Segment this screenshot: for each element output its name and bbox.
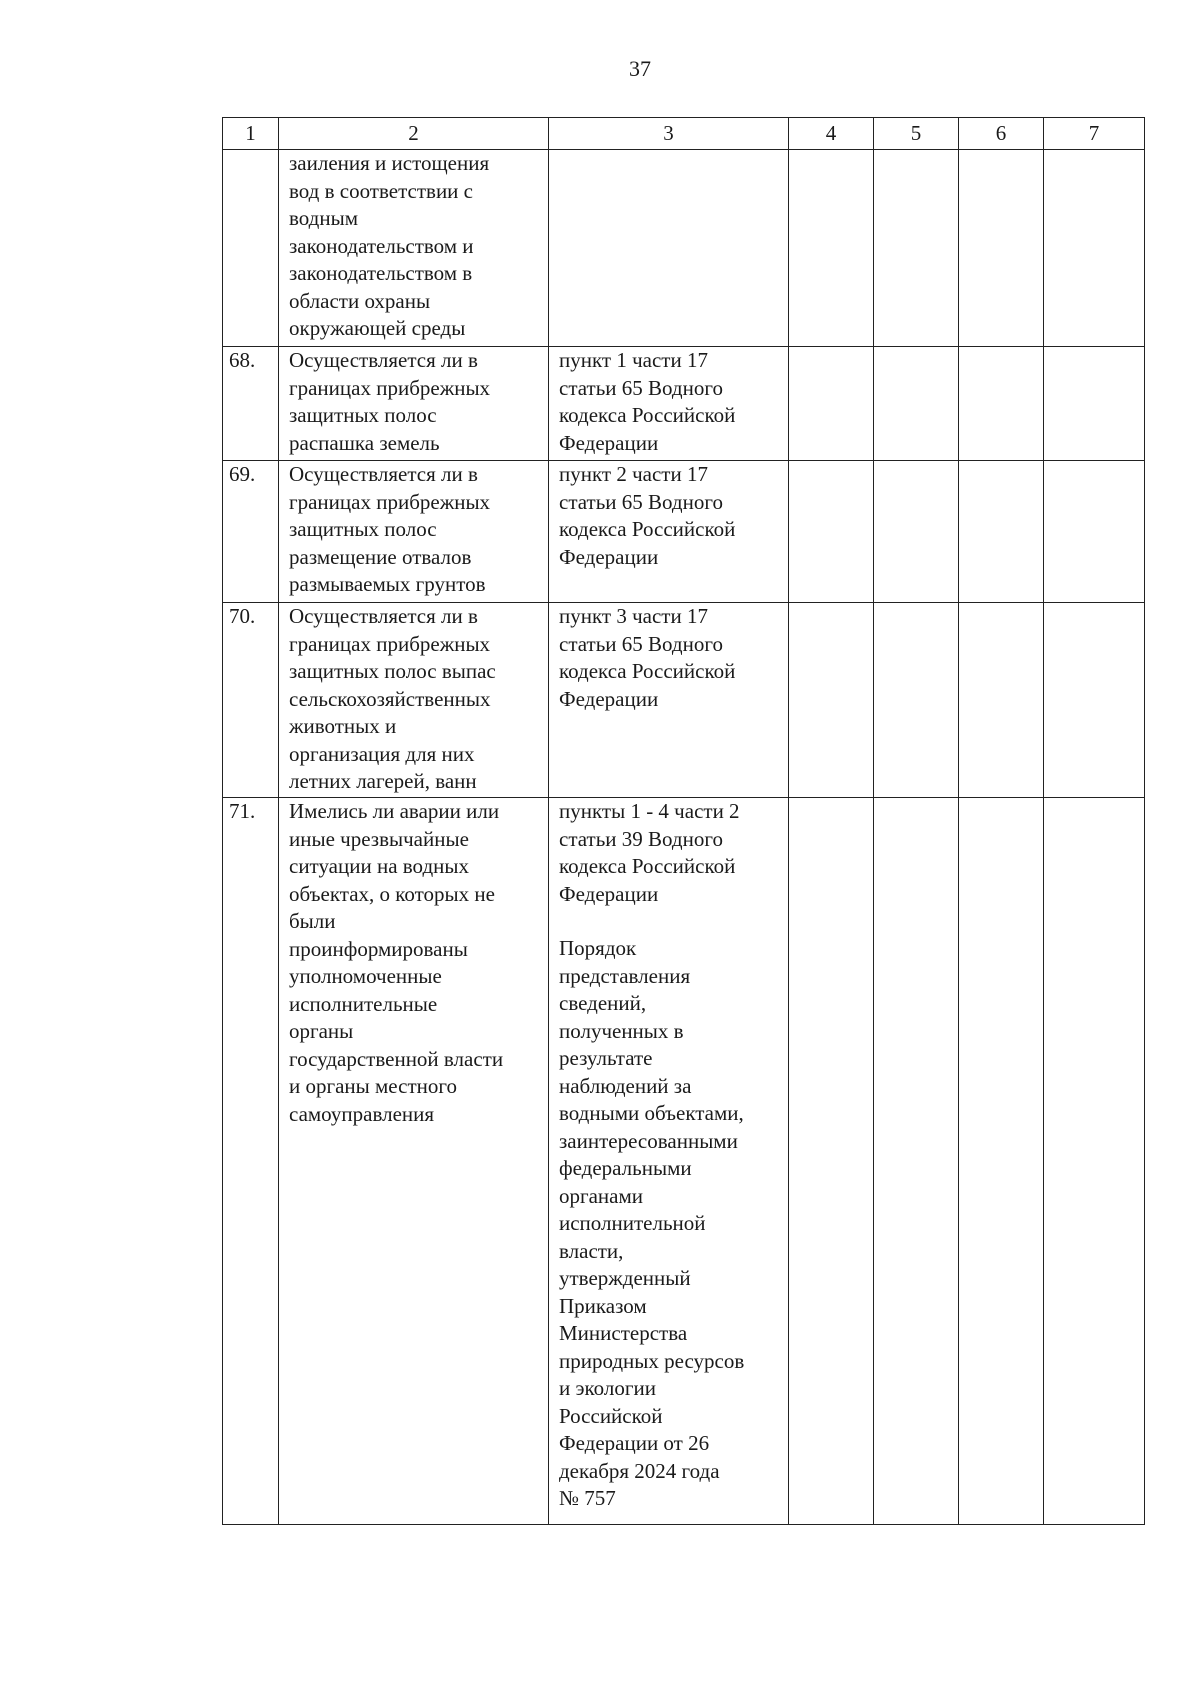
empty-cell <box>789 150 874 347</box>
row-number: 70. <box>223 603 279 798</box>
header-cell: 7 <box>1044 118 1145 150</box>
reference-cell <box>549 150 789 347</box>
empty-cell <box>959 347 1044 461</box>
table-row <box>223 603 1145 798</box>
reference-order-text: Порядок представления сведений, полученных в результате наблюдений за водными объектами, заинтересованными федеральными органами исполнительной власти, утвержденный Приказом Министерства природных ресурсов и экологии Российской Федерации от 26 декабря 2024 года № 757 <box>559 936 745 1510</box>
empty-cell <box>874 603 959 798</box>
question-cell: заиления и истощения вод в соответствии с водным законодательством и законодательством в области охраны окружающей среды <box>279 150 549 347</box>
reference-cell <box>549 798 789 1525</box>
empty-cell <box>1044 461 1145 603</box>
empty-cell <box>874 798 959 1525</box>
inspection-checklist-table <box>222 117 1145 1525</box>
reference-cell: пункт 1 части 17 статьи 65 Водного кодекса Российской Федерации <box>549 347 789 461</box>
header-cell: 6 <box>959 118 1044 150</box>
empty-cell <box>1044 603 1145 798</box>
empty-cell <box>959 461 1044 603</box>
empty-cell <box>959 603 1044 798</box>
empty-cell <box>789 603 874 798</box>
question-cell: Осуществляется ли в границах прибрежных защитных полос размещение отвалов размываемых грунтов <box>279 461 549 603</box>
empty-cell <box>789 798 874 1525</box>
header-cell: 1 <box>223 118 279 150</box>
table-row <box>223 150 1145 347</box>
table-row <box>223 798 1145 1525</box>
empty-cell <box>789 461 874 603</box>
table-row <box>223 461 1145 603</box>
empty-cell <box>1044 150 1145 347</box>
question-cell: Имелись ли аварии или иные чрезвычайные ситуации на водных объектах, о которых не были проинформированы уполномоченные исполнительные органы государственной власти и органы местного самоуправления <box>279 798 549 1525</box>
page-number: 37 <box>629 56 651 81</box>
reference-cell: пункт 2 части 17 статьи 65 Водного кодекса Российской Федерации <box>549 461 789 603</box>
row-number: 71. <box>223 798 279 1525</box>
reference-cell: пункт 3 части 17 статьи 65 Водного кодекса Российской Федерации <box>549 603 789 798</box>
question-cell: Осуществляется ли в границах прибрежных защитных полос распашка земель <box>279 347 549 461</box>
question-cell: Осуществляется ли в границах прибрежных защитных полос выпас сельскохозяйственных животных и организация для них летних лагерей, ванн <box>279 603 549 798</box>
empty-cell <box>789 347 874 461</box>
row-number: 68. <box>223 347 279 461</box>
header-cell: 3 <box>549 118 789 150</box>
empty-cell <box>1044 347 1145 461</box>
empty-cell <box>874 347 959 461</box>
table-header-row <box>223 118 1145 150</box>
empty-cell <box>959 798 1044 1525</box>
empty-cell <box>1044 798 1145 1525</box>
table-row <box>223 347 1145 461</box>
empty-cell <box>959 150 1044 347</box>
row-number <box>223 150 279 347</box>
row-number: 69. <box>223 461 279 603</box>
header-cell: 4 <box>789 118 874 150</box>
empty-cell <box>874 461 959 603</box>
reference-text: пункты 1 - 4 части 2 статьи 39 Водного кодекса Российской Федерации <box>559 799 740 906</box>
empty-cell <box>874 150 959 347</box>
header-cell: 5 <box>874 118 959 150</box>
header-cell: 2 <box>279 118 549 150</box>
